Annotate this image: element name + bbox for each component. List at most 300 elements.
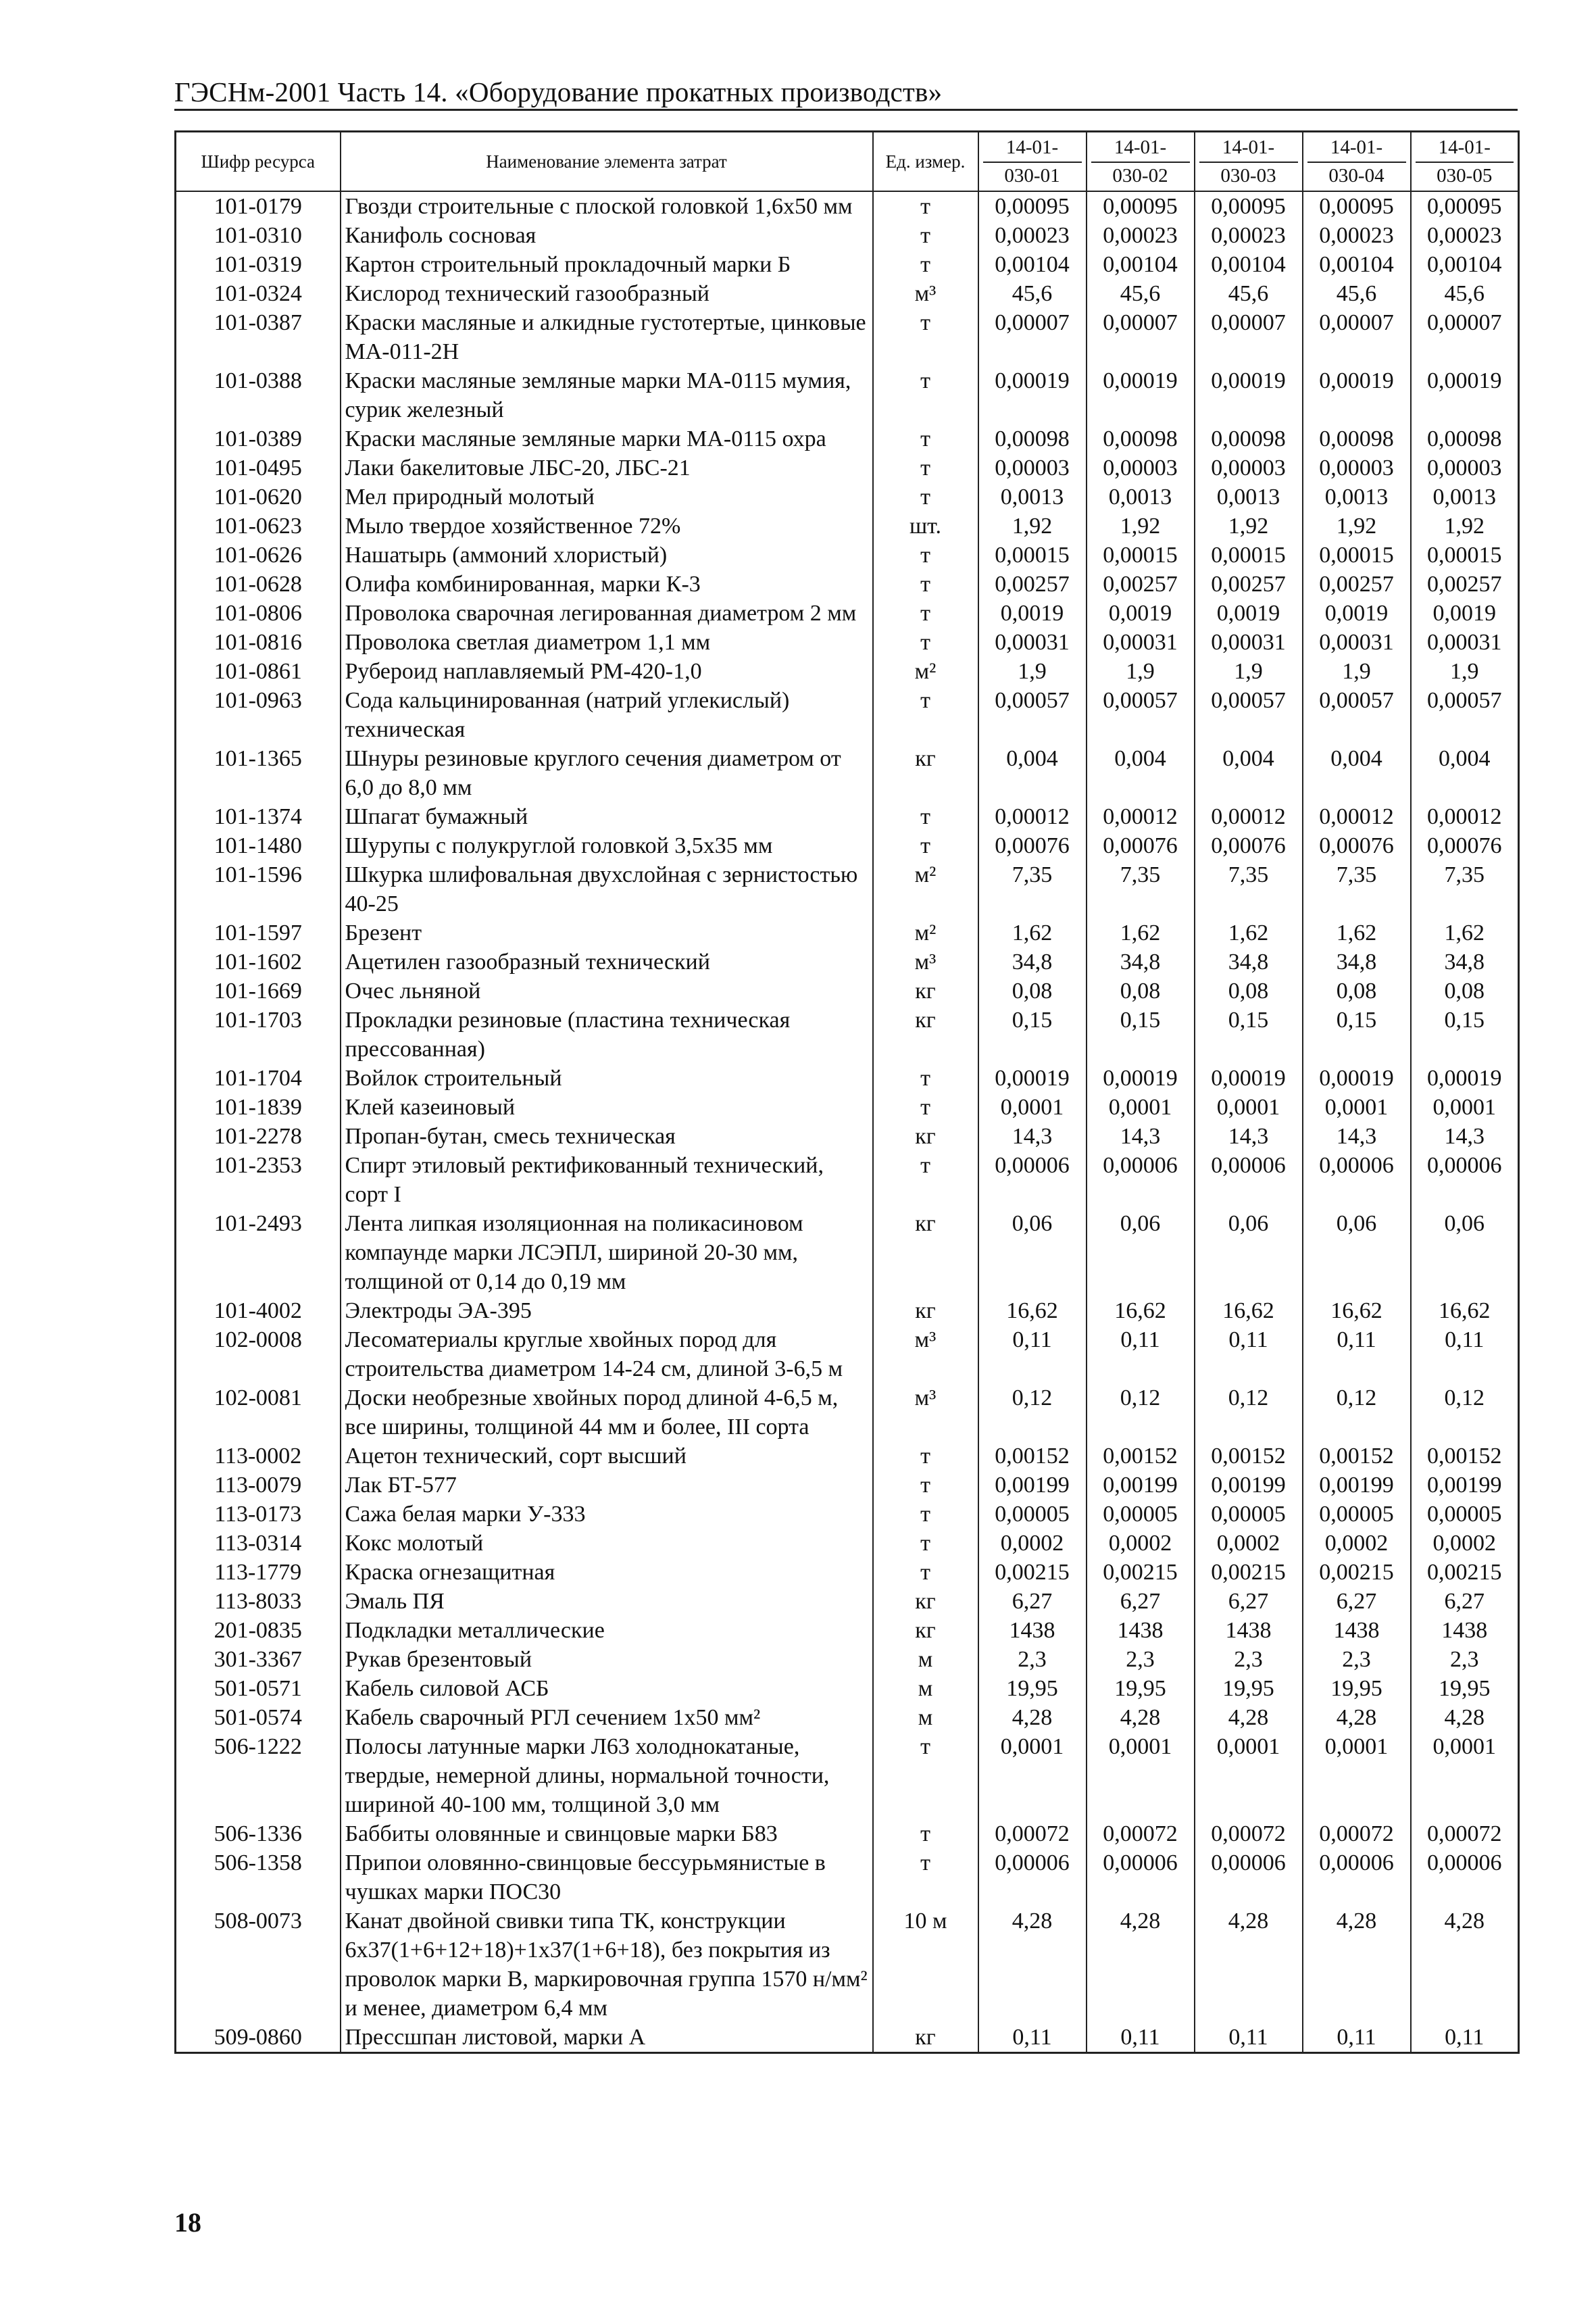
table-row (176, 1587, 1519, 1616)
resource-name: Кабель сварочный РГЛ сечением 1х50 мм² (341, 1703, 873, 1732)
code-3-bottom: 030-03 (1220, 165, 1276, 187)
resource-value: 0,00095 (1303, 191, 1411, 221)
resource-unit: т (873, 424, 978, 453)
resource-cipher: 113-8033 (176, 1587, 341, 1616)
resource-value: 0,0001 (1411, 1732, 1519, 1819)
resource-value: 4,28 (978, 1906, 1087, 2023)
resource-value: 0,00152 (1087, 1442, 1195, 1471)
table-row (176, 802, 1519, 831)
resource-value: 14,3 (1087, 1122, 1195, 1151)
resource-value: 0,0019 (1411, 599, 1519, 628)
resource-name: Мел природный молотый (341, 483, 873, 512)
table-row (176, 191, 1519, 221)
resource-value: 0,00005 (978, 1500, 1087, 1529)
resource-name: Лак БТ-577 (341, 1471, 873, 1500)
resource-value: 16,62 (1195, 1296, 1303, 1325)
table-row (176, 570, 1519, 599)
resource-value: 0,00215 (1411, 1558, 1519, 1587)
resource-cipher: 506-1336 (176, 1819, 341, 1848)
resource-name: Рубероид наплавляемый РМ-420-1,0 (341, 657, 873, 686)
resource-value: 45,6 (1303, 279, 1411, 308)
resource-unit: т (873, 1732, 978, 1819)
resource-value: 1,9 (1303, 657, 1411, 686)
resource-value: 19,95 (1411, 1674, 1519, 1703)
resource-value: 0,00104 (1195, 250, 1303, 279)
resource-name: Гвозди строительные с плоской головкой 1,6х50 мм (341, 191, 873, 221)
resource-cipher: 101-0628 (176, 570, 341, 599)
resource-value: 34,8 (1195, 947, 1303, 977)
table-row (176, 860, 1519, 918)
resource-value: 0,00076 (1087, 831, 1195, 860)
resource-unit: т (873, 1442, 978, 1471)
resource-value: 0,0013 (1303, 483, 1411, 512)
resource-cipher: 101-1602 (176, 947, 341, 977)
resource-name: Ацетон технический, сорт высший (341, 1442, 873, 1471)
code-1-top: 14-01- (983, 137, 1082, 163)
col-header-code-4 (1303, 132, 1411, 192)
resource-value: 1,92 (978, 512, 1087, 541)
table-row (176, 279, 1519, 308)
resource-value: 0,0019 (1195, 599, 1303, 628)
resource-value: 0,00019 (1195, 366, 1303, 424)
table-row (176, 1209, 1519, 1296)
resource-value: 1438 (1303, 1616, 1411, 1645)
resource-name: Пропан-бутан, смесь техническая (341, 1122, 873, 1151)
resource-value: 0,00031 (1303, 628, 1411, 657)
resource-cipher: 501-0574 (176, 1703, 341, 1732)
resource-value: 19,95 (1303, 1674, 1411, 1703)
resource-value: 0,0001 (1303, 1732, 1411, 1819)
resource-unit: т (873, 628, 978, 657)
resource-cipher: 509-0860 (176, 2023, 341, 2053)
resource-value: 0,0001 (1087, 1093, 1195, 1122)
resource-name: Клей казеиновый (341, 1093, 873, 1122)
table-row (176, 1006, 1519, 1064)
resource-value: 0,00095 (1195, 191, 1303, 221)
table-row (176, 1500, 1519, 1529)
resource-value: 2,3 (1087, 1645, 1195, 1674)
resource-name: Канат двойной свивки типа ТК, конструкции 6х37(1+6+12+18)+1х37(1+6+18), без покрытия из проволок марки В, маркировочная группа 1570 н/мм² и менее, диаметром 6,4 мм (341, 1906, 873, 2023)
table-row (176, 483, 1519, 512)
resource-unit: т (873, 308, 978, 366)
resource-value: 16,62 (1087, 1296, 1195, 1325)
resource-cipher: 113-0314 (176, 1529, 341, 1558)
resource-name: Краски масляные земляные марки МА-0115 мумия, сурик железный (341, 366, 873, 424)
resource-unit: м³ (873, 947, 978, 977)
resource-value: 0,00098 (1411, 424, 1519, 453)
resource-unit: кг (873, 1296, 978, 1325)
resource-value: 0,00104 (1411, 250, 1519, 279)
resource-value: 0,0002 (1303, 1529, 1411, 1558)
resource-cipher: 101-1374 (176, 802, 341, 831)
resource-name: Олифа комбинированная, марки К-3 (341, 570, 873, 599)
resource-value: 45,6 (1195, 279, 1303, 308)
resource-cipher: 201-0835 (176, 1616, 341, 1645)
resource-value: 0,00019 (978, 366, 1087, 424)
resource-cipher: 101-1597 (176, 918, 341, 947)
resource-value: 0,0002 (978, 1529, 1087, 1558)
resource-value: 0,11 (1303, 2023, 1411, 2053)
resource-value: 0,00152 (1195, 1442, 1303, 1471)
code-4-top: 14-01- (1307, 137, 1406, 163)
resource-name: Нашатырь (аммоний хлористый) (341, 541, 873, 570)
resource-value: 0,11 (1411, 1325, 1519, 1383)
resource-value: 1,92 (1411, 512, 1519, 541)
resource-name: Полосы латунные марки Л63 холоднокатаные, твердые, немерной длины, нормальной точности, шириной 40-100 мм, толщиной 3,0 мм (341, 1732, 873, 1819)
resource-value: 0,00019 (1087, 366, 1195, 424)
resource-value: 0,00072 (1411, 1819, 1519, 1848)
resource-cipher: 101-2353 (176, 1151, 341, 1209)
resource-value: 0,00072 (1087, 1819, 1195, 1848)
resource-value: 4,28 (1195, 1906, 1303, 2023)
resource-value: 0,00076 (978, 831, 1087, 860)
table-row (176, 1296, 1519, 1325)
resource-name: Лента липкая изоляционная на поликасиновом компаунде марки ЛСЭПЛ, шириной 20-30 мм, толщиной от 0,14 до 0,19 мм (341, 1209, 873, 1296)
resource-value: 0,00031 (1411, 628, 1519, 657)
resource-value: 0,00012 (1411, 802, 1519, 831)
col-header-code-1 (978, 132, 1087, 192)
resource-unit: 10 м (873, 1906, 978, 2023)
resource-value: 0,0001 (1195, 1732, 1303, 1819)
resource-cipher: 101-0623 (176, 512, 341, 541)
resource-value: 0,00019 (978, 1064, 1087, 1093)
resource-cipher: 101-0324 (176, 279, 341, 308)
resource-value: 0,0019 (1087, 599, 1195, 628)
resource-unit: кг (873, 1209, 978, 1296)
resource-value: 0,00006 (1303, 1151, 1411, 1209)
resource-value: 0,00007 (1411, 308, 1519, 366)
resource-name: Доски необрезные хвойных пород длиной 4-6,5 м, все ширины, толщиной 44 мм и более, III сорта (341, 1383, 873, 1442)
resource-value: 7,35 (1087, 860, 1195, 918)
table-row (176, 221, 1519, 250)
resource-value: 0,00152 (1411, 1442, 1519, 1471)
resource-value: 0,00005 (1303, 1500, 1411, 1529)
resource-value: 0,15 (978, 1006, 1087, 1064)
resource-value: 0,08 (1087, 977, 1195, 1006)
resource-cipher: 101-0626 (176, 541, 341, 570)
resource-name: Баббиты оловянные и свинцовые марки Б83 (341, 1819, 873, 1848)
resource-value: 16,62 (1411, 1296, 1519, 1325)
resource-value: 45,6 (1087, 279, 1195, 308)
resource-name: Войлок строительный (341, 1064, 873, 1093)
resource-unit: т (873, 831, 978, 860)
table-row (176, 1064, 1519, 1093)
resource-value: 4,28 (1411, 1703, 1519, 1732)
resource-cipher: 101-0620 (176, 483, 341, 512)
resource-value: 34,8 (978, 947, 1087, 977)
resource-value: 0,00257 (1195, 570, 1303, 599)
resource-unit: т (873, 366, 978, 424)
resource-value: 4,28 (1087, 1906, 1195, 2023)
header-rule (174, 109, 1518, 111)
col-header-cipher: Шифр ресурса (176, 132, 341, 192)
resource-value: 0,00003 (1087, 453, 1195, 483)
resource-cipher: 101-1480 (176, 831, 341, 860)
resource-value: 0,12 (1411, 1383, 1519, 1442)
code-5-bottom: 030-05 (1437, 165, 1493, 187)
resource-value: 0,06 (978, 1209, 1087, 1296)
resource-value: 0,00098 (1087, 424, 1195, 453)
resource-value: 19,95 (1087, 1674, 1195, 1703)
resource-name: Шкурка шлифовальная двухслойная с зернистостью 40-25 (341, 860, 873, 918)
resource-unit: т (873, 1093, 978, 1122)
page-number: 18 (174, 2207, 201, 2238)
resource-value: 1438 (978, 1616, 1087, 1645)
resource-value: 0,00215 (1087, 1558, 1195, 1587)
resource-value: 4,28 (1303, 1703, 1411, 1732)
resource-value: 0,08 (978, 977, 1087, 1006)
resource-value: 14,3 (1303, 1122, 1411, 1151)
resource-value: 1,9 (1411, 657, 1519, 686)
table-row (176, 250, 1519, 279)
resource-value: 14,3 (978, 1122, 1087, 1151)
resource-name: Сода кальцинированная (натрий углекислый) техническая (341, 686, 873, 744)
resource-value: 0,00072 (1195, 1819, 1303, 1848)
resource-value: 0,00003 (1303, 453, 1411, 483)
resource-unit: т (873, 541, 978, 570)
resource-value: 0,0013 (1195, 483, 1303, 512)
resource-value: 1,92 (1195, 512, 1303, 541)
resource-value: 2,3 (1303, 1645, 1411, 1674)
resource-cipher: 101-1596 (176, 860, 341, 918)
resource-value: 7,35 (978, 860, 1087, 918)
resource-value: 0,08 (1195, 977, 1303, 1006)
resource-value: 0,00006 (1411, 1151, 1519, 1209)
resource-value: 0,00003 (978, 453, 1087, 483)
resource-name: Спирт этиловый ректификованный технический, сорт I (341, 1151, 873, 1209)
table-row (176, 744, 1519, 802)
table-row (176, 308, 1519, 366)
resource-cipher: 501-0571 (176, 1674, 341, 1703)
col-header-code-2 (1087, 132, 1195, 192)
resource-value: 0,0002 (1087, 1529, 1195, 1558)
resource-unit: т (873, 1558, 978, 1587)
resource-value: 0,11 (1411, 2023, 1519, 2053)
resource-value: 0,00057 (1195, 686, 1303, 744)
resource-value: 1,62 (1087, 918, 1195, 947)
resource-name: Мыло твердое хозяйственное 72% (341, 512, 873, 541)
resource-value: 0,00006 (1195, 1151, 1303, 1209)
resource-value: 2,3 (1411, 1645, 1519, 1674)
resource-value: 7,35 (1411, 860, 1519, 918)
resource-value: 6,27 (1411, 1587, 1519, 1616)
resource-unit: кг (873, 744, 978, 802)
table-row (176, 628, 1519, 657)
resource-name: Кабель силовой АСБ (341, 1674, 873, 1703)
resource-value: 0,00012 (1195, 802, 1303, 831)
resource-cipher: 508-0073 (176, 1906, 341, 2023)
resource-value: 7,35 (1303, 860, 1411, 918)
resource-value: 0,00257 (1303, 570, 1411, 599)
resource-value: 34,8 (1087, 947, 1195, 977)
resource-name: Рукав брезентовый (341, 1645, 873, 1674)
table-row (176, 657, 1519, 686)
resource-name: Шурупы с полукруглой головкой 3,5х35 мм (341, 831, 873, 860)
resource-value: 6,27 (1303, 1587, 1411, 1616)
resource-value: 0,15 (1195, 1006, 1303, 1064)
resource-value: 0,00031 (1087, 628, 1195, 657)
resource-value: 0,08 (1411, 977, 1519, 1006)
resource-cipher: 101-4002 (176, 1296, 341, 1325)
resource-value: 0,0013 (1411, 483, 1519, 512)
resource-unit: м³ (873, 1325, 978, 1383)
resource-value: 0,00098 (1195, 424, 1303, 453)
resource-value: 0,00006 (1195, 1848, 1303, 1906)
table-row (176, 1442, 1519, 1471)
resource-value: 0,004 (1303, 744, 1411, 802)
resource-value: 1,62 (1411, 918, 1519, 947)
resource-value: 0,00003 (1195, 453, 1303, 483)
resource-value: 0,00072 (1303, 1819, 1411, 1848)
table-row (176, 1151, 1519, 1209)
resource-value: 0,00257 (1087, 570, 1195, 599)
resource-unit: кг (873, 977, 978, 1006)
resource-value: 0,00098 (1303, 424, 1411, 453)
resource-unit: т (873, 1819, 978, 1848)
resource-unit: т (873, 1064, 978, 1093)
resource-value: 0,00104 (1303, 250, 1411, 279)
resource-cipher: 101-1703 (176, 1006, 341, 1064)
resource-value: 19,95 (978, 1674, 1087, 1703)
table-row (176, 1674, 1519, 1703)
col-header-code-3 (1195, 132, 1303, 192)
resource-value: 0,00006 (1303, 1848, 1411, 1906)
table-row (176, 1558, 1519, 1587)
resource-unit: м³ (873, 1383, 978, 1442)
col-header-unit: Ед. измер. (873, 132, 978, 192)
resource-value: 0,00006 (978, 1848, 1087, 1906)
resource-value: 0,00006 (1087, 1848, 1195, 1906)
resource-unit: т (873, 191, 978, 221)
resource-value: 0,00057 (1303, 686, 1411, 744)
resource-cipher: 101-0179 (176, 191, 341, 221)
resource-value: 0,00215 (978, 1558, 1087, 1587)
resource-value: 0,0001 (1411, 1093, 1519, 1122)
code-2-bottom: 030-02 (1112, 165, 1168, 187)
resource-value: 2,3 (978, 1645, 1087, 1674)
resource-value: 4,28 (1195, 1703, 1303, 1732)
resource-name: Краска огнезащитная (341, 1558, 873, 1587)
resource-unit: м (873, 1674, 978, 1703)
resource-name: Очес льняной (341, 977, 873, 1006)
page-header-title: ГЭСНм-2001 Часть 14. «Оборудование прокатных производств» (174, 76, 943, 107)
resource-value: 0,00076 (1411, 831, 1519, 860)
table-row (176, 977, 1519, 1006)
resource-name: Картон строительный прокладочный марки Б (341, 250, 873, 279)
resource-value: 0,00007 (978, 308, 1087, 366)
resource-value: 7,35 (1195, 860, 1303, 918)
resource-cipher: 113-0173 (176, 1500, 341, 1529)
resource-cipher: 101-1669 (176, 977, 341, 1006)
resource-cipher: 101-0310 (176, 221, 341, 250)
resource-value: 0,00257 (1411, 570, 1519, 599)
resource-value: 0,12 (978, 1383, 1087, 1442)
resource-name: Проволока светлая диаметром 1,1 мм (341, 628, 873, 657)
resource-value: 4,28 (1411, 1906, 1519, 2023)
resource-value: 0,11 (1195, 2023, 1303, 2053)
resource-value: 1,62 (1195, 918, 1303, 947)
resource-value: 0,00023 (1303, 221, 1411, 250)
resource-name: Ацетилен газообразный технический (341, 947, 873, 977)
resource-value: 1,62 (978, 918, 1087, 947)
resource-value: 0,00015 (1303, 541, 1411, 570)
resource-table (174, 130, 1520, 2054)
resource-value: 1,92 (1303, 512, 1411, 541)
resource-value: 1,62 (1303, 918, 1411, 947)
table-row (176, 512, 1519, 541)
resource-value: 0,00104 (1087, 250, 1195, 279)
resource-value: 0,00023 (1087, 221, 1195, 250)
resource-value: 14,3 (1195, 1122, 1303, 1151)
resource-value: 0,00199 (978, 1471, 1087, 1500)
resource-value: 0,12 (1303, 1383, 1411, 1442)
resource-value: 0,11 (1303, 1325, 1411, 1383)
table-row (176, 1471, 1519, 1500)
resource-value: 0,00019 (1303, 366, 1411, 424)
resource-unit: кг (873, 1616, 978, 1645)
table-row (176, 599, 1519, 628)
resource-cipher: 102-0008 (176, 1325, 341, 1383)
resource-cipher: 101-0806 (176, 599, 341, 628)
resource-value: 0,0001 (978, 1732, 1087, 1819)
resource-value: 0,00005 (1411, 1500, 1519, 1529)
resource-cipher: 101-1839 (176, 1093, 341, 1122)
resource-name: Лаки бакелитовые ЛБС-20, ЛБС-21 (341, 453, 873, 483)
resource-name: Припои оловянно-свинцовые бессурьмянистые в чушках марки ПОС30 (341, 1848, 873, 1906)
resource-value: 0,00031 (1195, 628, 1303, 657)
resource-unit: т (873, 1500, 978, 1529)
table-row (176, 1703, 1519, 1732)
resource-unit: м (873, 1645, 978, 1674)
resource-name: Шпагат бумажный (341, 802, 873, 831)
col-header-code-5 (1411, 132, 1519, 192)
resource-value: 0,004 (1087, 744, 1195, 802)
resource-value: 0,004 (978, 744, 1087, 802)
code-3-top: 14-01- (1199, 137, 1298, 163)
resource-unit: т (873, 1151, 978, 1209)
resource-value: 0,06 (1195, 1209, 1303, 1296)
resource-name: Сажа белая марки У-333 (341, 1500, 873, 1529)
resource-cipher: 101-0963 (176, 686, 341, 744)
resource-value: 4,28 (978, 1703, 1087, 1732)
table-row (176, 1819, 1519, 1848)
resource-cipher: 506-1358 (176, 1848, 341, 1906)
table-row (176, 1325, 1519, 1383)
resource-cipher: 102-0081 (176, 1383, 341, 1442)
table-row (176, 1906, 1519, 2023)
resource-value: 0,00215 (1303, 1558, 1411, 1587)
resource-value: 0,00072 (978, 1819, 1087, 1848)
resource-value: 0,00012 (1087, 802, 1195, 831)
resource-value: 0,00012 (978, 802, 1087, 831)
resource-value: 4,28 (1303, 1906, 1411, 2023)
resource-value: 16,62 (978, 1296, 1087, 1325)
resource-name: Эмаль ПЯ (341, 1587, 873, 1616)
table-row (176, 424, 1519, 453)
resource-value: 19,95 (1195, 1674, 1303, 1703)
table-row (176, 1616, 1519, 1645)
resource-unit: т (873, 599, 978, 628)
table-row (176, 1093, 1519, 1122)
resource-value: 0,00076 (1303, 831, 1411, 860)
resource-value: 0,00095 (1411, 191, 1519, 221)
resource-cipher: 301-3367 (176, 1645, 341, 1674)
resource-value: 0,00006 (1087, 1151, 1195, 1209)
resource-value: 4,28 (1087, 1703, 1195, 1732)
code-5-top: 14-01- (1416, 137, 1514, 163)
resource-value: 0,00095 (978, 191, 1087, 221)
resource-value: 0,004 (1411, 744, 1519, 802)
